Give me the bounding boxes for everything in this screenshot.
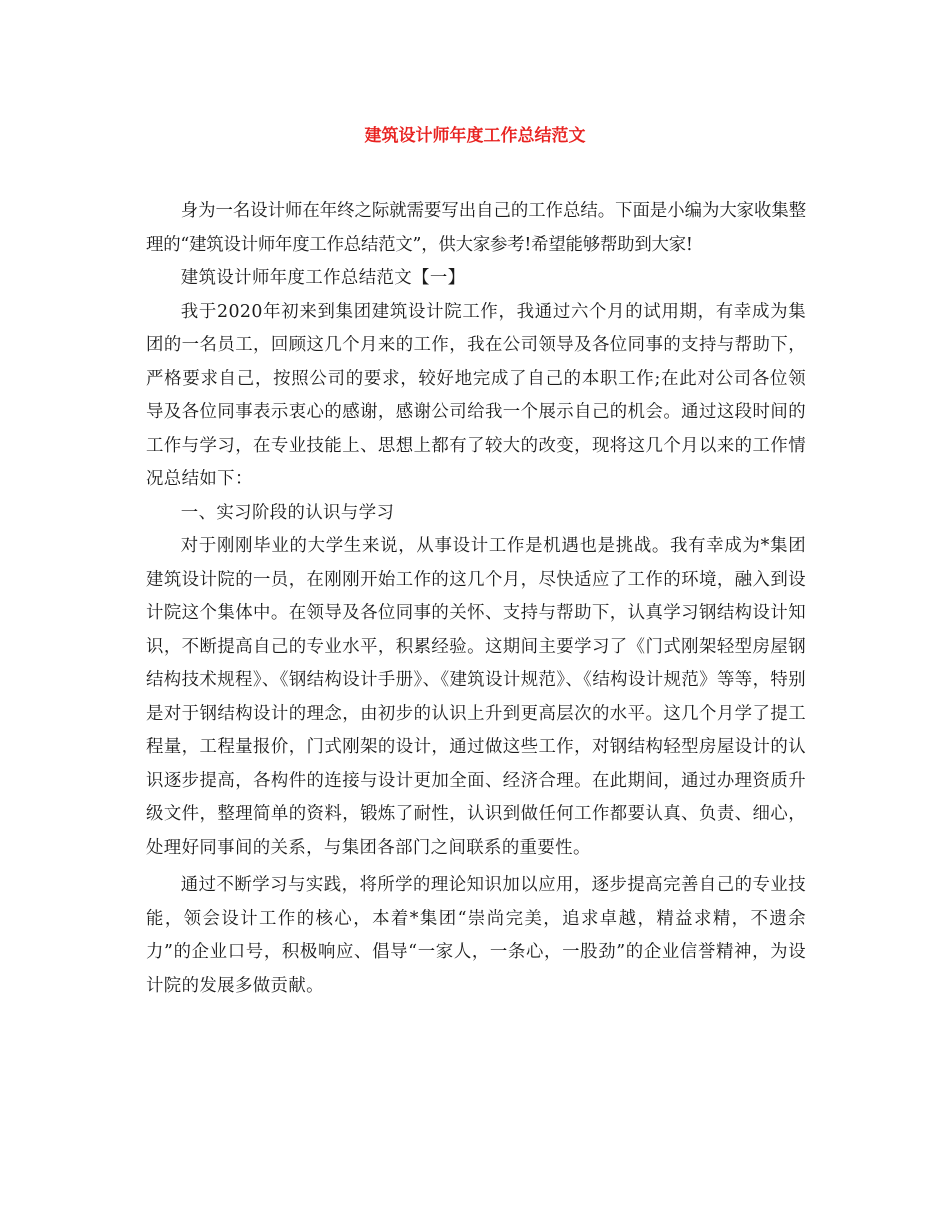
document-body xyxy=(146,195,806,1003)
practice-paragraph: 通过不断学习与实践，将所学的理论知识加以应用，逐步提高完善自己的专业技能，领会设计工作的核心，本着*集团“崇尚完美，追求卓越，精益求精，不遗余力”的企业口号，积极响应、倡导“一家人，一条心，一股劲”的企业信誉精神，为设计院的发展多做贡献。 xyxy=(146,875,806,996)
overview-paragraph: 我于2020年初来到集团建筑设计院工作，我通过六个月的试用期，有幸成为集团的一名员工，回顾这几个月来的工作，我在公司领导及各位同事的支持与帮助下，严格要求自己，按照公司的要求，较好地完成了自己的本职工作;在此对公司各位领导及各位同事表示衷心的感谢，感谢公司给我一个展示自己的机会。通过这段时间的工作与学习，在专业技能上、思想上都有了较大的改变，现将这几个月以来的工作情况总结如下： xyxy=(146,301,806,489)
subheading-internship: 一、实习阶段的认识与学习 xyxy=(180,502,395,523)
document-title: 建筑设计师年度工作总结范文 xyxy=(364,126,586,146)
intro-paragraph: 身为一名设计师在年终之际就需要写出自己的工作总结。下面是小编为大家收集整理的“建筑设计师年度工作总结范文”，供大家参考!希望能够帮助到大家! xyxy=(146,201,806,255)
internship-paragraph: 对于刚刚毕业的大学生来说，从事设计工作是机遇也是挑战。我有幸成为*集团建筑设计院的一员，在刚刚开始工作的这几个月，尽快适应了工作的环境，融入到设计院这个集体中。在领导及各位同事的关怀、支持与帮助下，认真学习钢结构设计知识，不断提高自己的专业水平，积累经验。这期间主要学习了《门式刚架轻型房屋钢结构技术规程》、《钢结构设计手册》、《建筑设计规范》、《结构设计规范》等等，特别是对于钢结构设计的理念，由初步的认识上升到更高层次的水平。这几个月学了提工程量，工程量报价，门式刚架的设计，通过做这些工作，对钢结构轻型房屋设计的认识逐步提高，各构件的连接与设计更加全面、经济合理。在此期间，通过办理资质升级文件，整理简单的资料，锻炼了耐性，认识到做任何工作都要认真、负责、细心，处理好同事间的关系，与集团各部门之间联系的重要性。 xyxy=(146,536,806,858)
section-heading-one: 建筑设计师年度工作总结范文【一】 xyxy=(180,268,466,288)
